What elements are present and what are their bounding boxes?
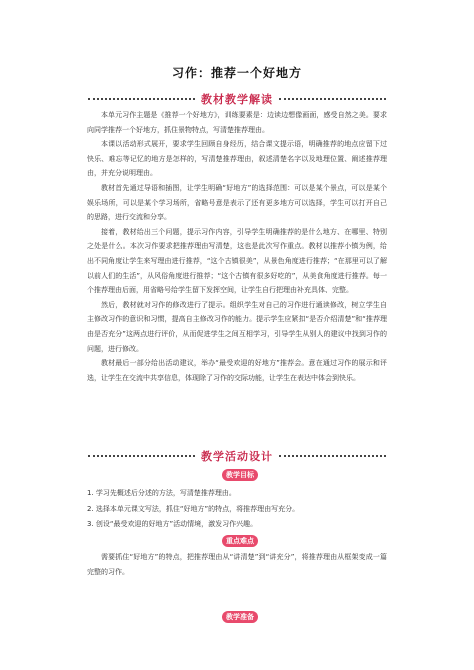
badge-prep: 教学准备 (222, 611, 258, 623)
badge-goals: 教学目标 (222, 469, 258, 481)
divider-left (88, 98, 195, 100)
section-title-design: 教学活动设计 (201, 450, 273, 463)
section-header-reading (84, 92, 390, 106)
divider-right (279, 98, 386, 100)
paragraph: 需要抓住“好地方”的特点，把推荐理由从“讲清楚”到“讲充分”，将推荐理由从框架变成一篇完整的习作。 (87, 553, 387, 576)
list-item: 3. 创设“最受欢迎的好地方”活动情境，激发习作兴趣。 (87, 520, 258, 528)
reading-body (87, 108, 387, 385)
focus-body (87, 550, 387, 579)
paragraph: 接着，教材给出三个问题，提示习作内容，引导学生明确推荐的是什么地方、在哪里、特别之处是什么。本次习作要求把推荐理由写清楚，这也是此次写作重点。教材以推荐小镇为例，给出不同角度让学生来写理由进行推荐，“这个古镇很美”，从景色角度进行推荐；“在那里可以了解以前人们的生活”，从风俗角度进行推荐；“这个古镇有很多好吃的”，从美食角度进行推荐。每一个推荐理由后面，用省略号给学生留下发挥空间，让学生自行把理由补充具体、完整。 (87, 227, 387, 295)
badge-focus: 重点难点 (222, 535, 258, 547)
goals-list (87, 486, 387, 533)
paragraph: 然后，教材就对习作的修改进行了提示。组织学生对自己的习作进行通读修改，树立学生自主修改习作的意识和习惯，提高自主修改习作的能力。提示学生应紧扣“是否介绍清楚”和“推荐理由是否充分”这两点进行评价，从而促进学生之间互相学习，引导学生从别人的建议中找到习作的问题，进行修改。 (87, 300, 387, 353)
divider-left (88, 455, 195, 457)
paragraph: 本单元习作主题是《推荐一个好地方》，训练要素是：边读边想像画面，感受自然之美。要求向同学推荐一个好地方，抓住景物特点，写清楚推荐理由。 (87, 111, 387, 134)
paragraph: 本课以活动形式展开，要求学生回顾自身经历，结合课文提示语，明确推荐的地点应留下过快乐、难忘等记忆的地方是怎样的，写清楚推荐理由，叙述清楚名字以及地理位置、阐述推荐理由，并充分说明理由。 (87, 140, 387, 178)
section-header-design (84, 449, 390, 463)
list-item: 2. 选择本单元课文写法，抓住“好地方”的特点，将推荐理由写充分。 (87, 504, 300, 513)
paragraph: 教材最后一部分给出活动建议，举办“最受欢迎的好地方”推荐会。意在通过习作的展示和评选，让学生在交流中共享信息，体现除了习作的交际功能，让学生在表达中体会到快乐。 (87, 359, 387, 382)
paragraph: 教材首先通过导语和插图，让学生明确“好地方”的选择范围：可以是某个景点，可以是某个娱乐场所，可以是某个学习场所，省略号意是表示了还有更多地方可以选择，学生可以打开自己的思路，进行交流和分享。 (87, 183, 387, 222)
section-title-reading: 教材教学解读 (201, 93, 273, 106)
divider-right (279, 455, 386, 457)
page-title: 习作：推荐一个好地方 (171, 66, 302, 80)
list-item: 1. 学习先概述后分述的方法，写清楚推荐理由。 (87, 489, 236, 497)
